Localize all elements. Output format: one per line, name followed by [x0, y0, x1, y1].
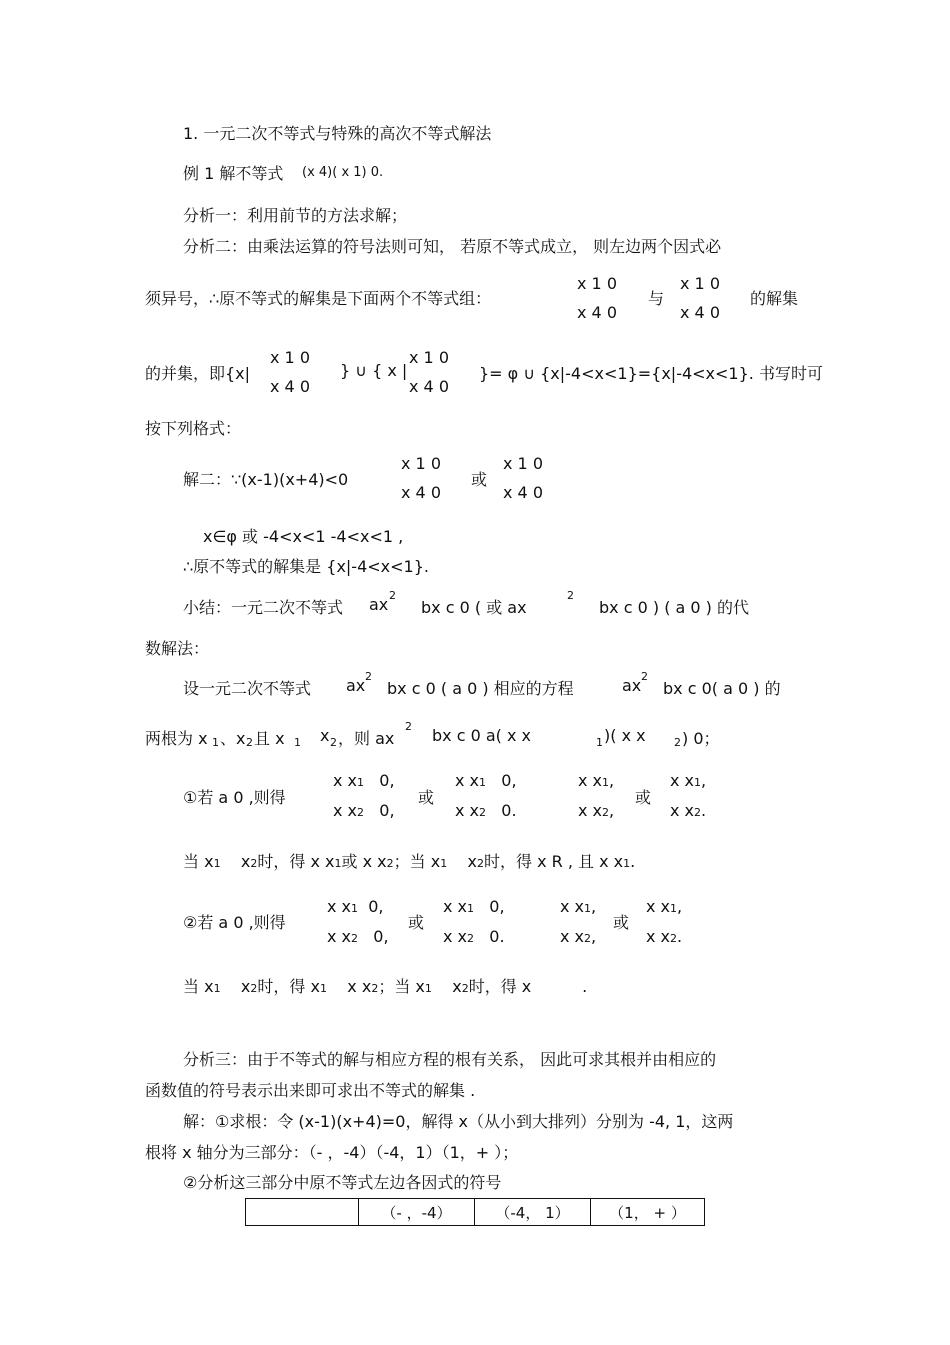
- summary-ax: ax: [369, 595, 389, 614]
- table-row: [246, 1199, 705, 1226]
- factored-form: bx c 0 a( x x: [432, 726, 532, 745]
- solution-two-sys-b-row1: x 1 0: [503, 454, 543, 473]
- conjunction-and: 与: [648, 289, 665, 308]
- setup-label: 设一元二次不等式: [183, 679, 312, 698]
- case-one-r5: x x1,: [578, 771, 615, 790]
- summary-line2: 数解法：: [145, 639, 210, 658]
- roots-label: 两根为 x: [145, 729, 208, 748]
- analysis-two-line1: 分析二：由乘法运算的符号法则可知， 若原不等式成立， 则左边两个因式必: [183, 237, 722, 256]
- example-expr: (x 4)( x 1) 0.: [302, 165, 384, 180]
- union-prefix: 的并集，即{x|: [145, 364, 251, 383]
- case-two-when: 当 x1 x2时，得 x1 x x2；当 x1 x2时，得 x .: [183, 977, 588, 996]
- case-one-or-1: 或: [418, 788, 435, 807]
- case-one-r1: x x1 0,: [333, 771, 395, 790]
- case-one-r7: x x1,: [670, 771, 707, 790]
- case-two-label: ②若 a 0 ,则得: [183, 913, 286, 932]
- union-set-b-row1: x 1 0: [409, 348, 449, 367]
- solution-two-sys-a-row1: x 1 0: [401, 454, 441, 473]
- section-title: 1. 一元二次不等式与特殊的高次不等式解法: [183, 124, 492, 143]
- setup-exp-2: 2: [641, 670, 648, 683]
- analysis-three-line1: 分析三：由于不等式的解与相应方程的根有关系， 因此可求其根并由相应的: [183, 1050, 717, 1069]
- summary-expr-2: bx c 0 ) ( a 0 ) 的代: [599, 598, 750, 617]
- setup-expr-2: bx c 0( a 0 ) 的: [663, 679, 781, 698]
- roots-sub-4: 2: [330, 736, 337, 749]
- case-two-or-2: 或: [613, 913, 630, 932]
- roots-comma: 、x: [220, 729, 246, 748]
- case-one-r4: x x2 0.: [455, 801, 517, 820]
- summary-expr-1: bx c 0 ( 或 ax: [421, 598, 527, 617]
- example-label: 例 1 解不等式: [183, 164, 284, 183]
- factored-sub-1: 1: [596, 736, 603, 749]
- case-two-r7: x x1,: [646, 897, 683, 916]
- factored-sub-2: 2: [674, 736, 681, 749]
- summary-exp-1: 2: [389, 589, 396, 602]
- case-two-r2: x x2 0,: [327, 927, 389, 946]
- factored-form-3: ) 0；: [682, 729, 720, 748]
- table-header-cell: （1， + ）: [591, 1199, 705, 1226]
- case-one-r3: x x1 0,: [455, 771, 517, 790]
- case-two-or-1: 或: [408, 913, 425, 932]
- case-one-when: 当 x1 x2时，得 x x1或 x x2；当 x1 x2时，得 x R , 且 x x1.: [183, 852, 636, 871]
- solution-two-step: x∈φ 或 -4<x<1 -4<x<1 ,: [203, 527, 404, 546]
- system-b-row1: x 1 0: [680, 274, 720, 293]
- union-set-a-row1: x 1 0: [270, 348, 310, 367]
- roots-exp: 2: [405, 720, 412, 733]
- analysis-three-line5: ②分析这三部分中原不等式左边各因式的符号: [183, 1173, 502, 1192]
- summary-label: 小结：一元二次不等式: [183, 598, 344, 617]
- case-one-r6: x x2,: [578, 801, 615, 820]
- union-result: }= φ ∪ {x|-4<x<1}={x|-4<x<1}. 书写时可: [479, 364, 823, 383]
- case-two-r6: x x2,: [560, 927, 597, 946]
- setup-expr-1: bx c 0 ( a 0 ) 相应的方程: [387, 679, 574, 698]
- roots-and: 且 x: [254, 729, 285, 748]
- analysis-three-line2: 函数值的符号表示出来即可求出不等式的解集 .: [145, 1081, 476, 1100]
- analysis-two-line2: 须异号，∴原不等式的解集是下面两个不等式组：: [145, 289, 492, 308]
- roots-then: ，则 ax: [338, 729, 395, 748]
- solution-set-word: 的解集: [750, 289, 799, 308]
- case-one-or-2: 或: [635, 788, 652, 807]
- setup-exp-1: 2: [365, 670, 372, 683]
- table-header-cell: （- ，-4）: [359, 1199, 475, 1226]
- union-set-a-row2: x 4 0: [270, 377, 310, 396]
- solution-two-sys-b-row2: x 4 0: [503, 483, 543, 502]
- case-one-label: ①若 a 0 ,则得: [183, 788, 286, 807]
- solution-two-result: ∴原不等式的解集是 {x|-4<x<1}.: [183, 557, 429, 576]
- setup-ax-1: ax: [346, 676, 366, 695]
- roots-x2: x: [320, 726, 330, 745]
- case-one-r2: x x2 0,: [333, 801, 395, 820]
- case-one-r8: x x2.: [670, 801, 707, 820]
- roots-sub-1: 1: [212, 736, 219, 749]
- roots-sub-3: 1: [294, 736, 301, 749]
- format-intro: 按下列格式：: [145, 419, 242, 438]
- system-a-row1: x 1 0: [577, 274, 617, 293]
- solution-two-sys-a-row2: x 4 0: [401, 483, 441, 502]
- solution-two-or: 或: [471, 470, 488, 489]
- setup-ax-2: ax: [622, 676, 642, 695]
- union-middle: } ∪ { x |: [340, 361, 408, 380]
- summary-exp-2: 2: [567, 589, 574, 602]
- analysis-one: 分析一：利用前节的方法求解；: [183, 206, 408, 225]
- case-two-r1: x x1 0,: [327, 897, 384, 916]
- table-header-cell: [246, 1199, 359, 1226]
- analysis-three-line4: 根将 x 轴分为三部分：（- ，-4）（-4，1）（1，+ ）；: [145, 1143, 519, 1162]
- case-two-r4: x x2 0.: [443, 927, 505, 946]
- case-two-r3: x x1 0,: [443, 897, 505, 916]
- solution-two-label: 解二：∵(x-1)(x+4)<0: [183, 470, 349, 489]
- roots-sub-2: 2: [246, 736, 253, 749]
- analysis-three-line3: 解：①求根：令 (x-1)(x+4)=0，解得 x（从小到大排列）分别为 -4, 1，这两: [183, 1112, 734, 1131]
- system-b-row2: x 4 0: [680, 303, 720, 322]
- case-two-r5: x x1,: [560, 897, 597, 916]
- union-set-b-row2: x 4 0: [409, 377, 449, 396]
- case-two-r8: x x2.: [646, 927, 683, 946]
- factored-form-2: )( x x: [604, 726, 646, 745]
- system-a-row2: x 4 0: [577, 303, 617, 322]
- sign-table: [245, 1198, 705, 1226]
- table-header-cell: （-4， 1）: [475, 1199, 591, 1226]
